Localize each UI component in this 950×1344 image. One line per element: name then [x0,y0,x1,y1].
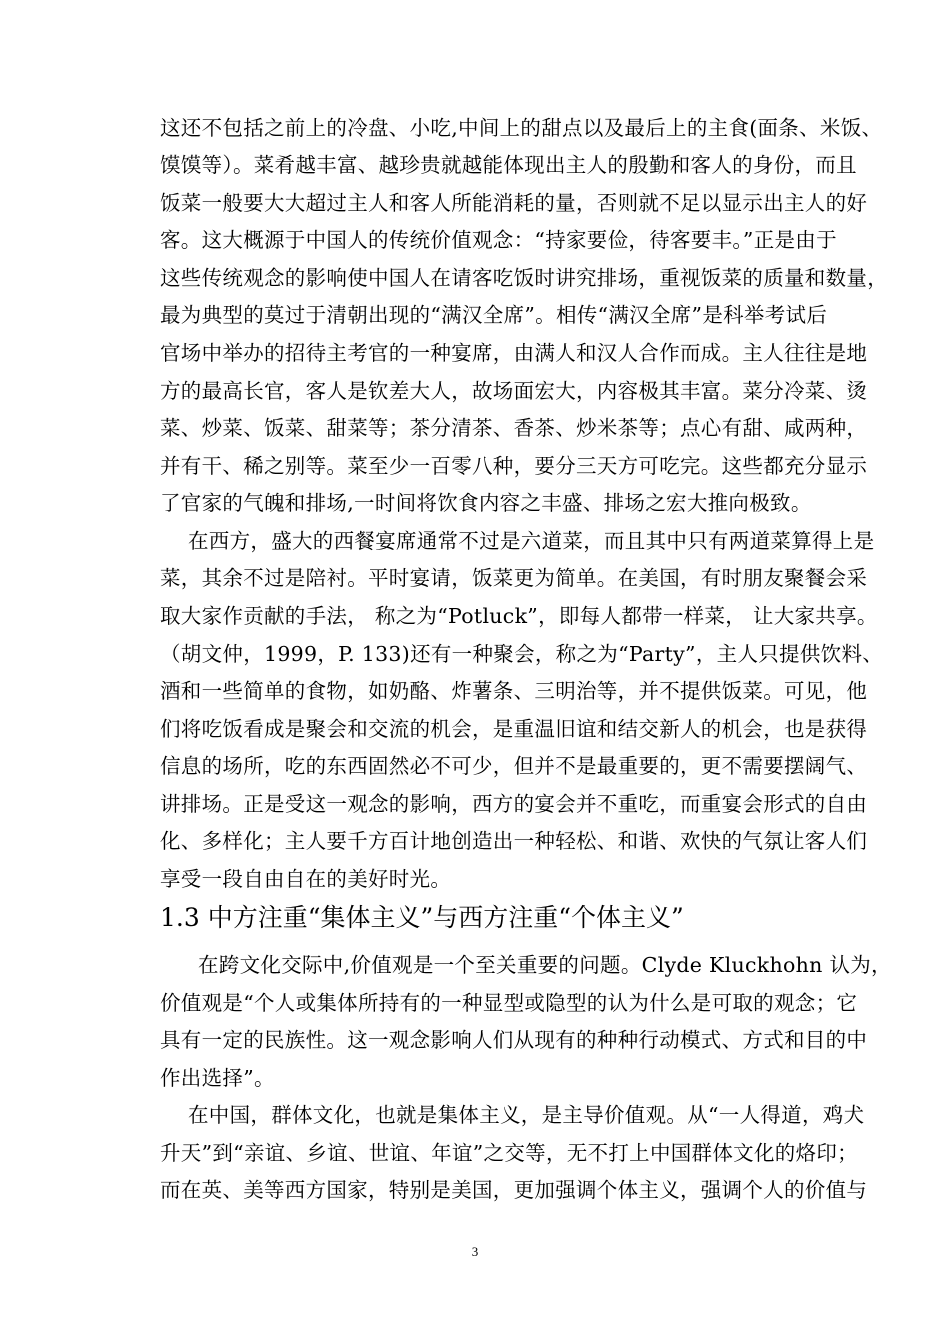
paragraph-line: 了官家的气魄和排场,一时间将饮食内容之丰盛、排场之宏大推向极致。 [160,491,812,515]
paragraph-line: 饭菜一般要大大超过主人和客人所能消耗的量，否则就不足以显示出主人的好 [160,191,868,215]
paragraph-line: 讲排场。正是受这一观念的影响，西方的宴会并不重吃，而重宴会形式的自由 [160,792,868,816]
paragraph-line: 馍馍等）。菜肴越丰富、越珍贵就越能体现出主人的殷勤和客人的身份，而且 [160,153,857,177]
paragraph-line: 信息的场所，吃的东西固然必不可少，但并不是最重要的，更不需要摆阔气、 [160,754,868,778]
paragraph-line: 价值观是“个人或集体所持有的一种显型或隐型的认为什么是可取的观念；它 [160,991,858,1015]
paragraph-line: 享受一段自由自在的美好时光。 [160,867,452,891]
paragraph-line: 取大家作贡献的手法， 称之为“Potluck”，即每人都带一样菜， 让大家共享。 [160,604,878,628]
paragraph-line: 客。这大概源于中国人的传统价值观念：“持家要俭，待客要丰。”正是由于 [160,228,837,252]
paragraph-line: 官场中举办的招待主考官的一种宴席，由满人和汉人合作而成。主人往往是地 [160,341,868,365]
section-heading: 1.3 中方注重“集体主义”与西方注重“个体主义” [160,903,684,932]
paragraph-line: 们将吃饭看成是聚会和交流的机会，是重温旧谊和结交新人的机会，也是获得 [160,717,868,741]
paragraph-line: 而在英、美等西方国家，特别是美国，更加强调个体主义，强调个人的价值与 [160,1178,868,1202]
paragraph-line: 在中国，群体文化，也就是集体主义，是主导价值观。从“一人得道，鸡犬 [188,1103,865,1127]
paragraph-line: 具有一定的民族性。这一观念影响人们从现有的种种行动模式、方式和目的中 [160,1028,868,1052]
paragraph-line: 这些传统观念的影响使中国人在请客吃饭时讲究排场，重视饭菜的质量和数量， [160,266,888,290]
paragraph-line: （胡文仲，1999，P. 133)还有一种聚会，称之为“Party”，主人只提供饮料、 [160,642,884,666]
paragraph-line: 作出选择”。 [160,1066,275,1090]
paragraph-line: 升天”到“亲谊、乡谊、世谊、年谊”之交等，无不打上中国群体文化的烙印； [160,1141,858,1165]
paragraph-line: 并有干、稀之别等。菜至少一百零八种，要分三天方可吃完。这些都充分显示 [160,454,868,478]
paragraph-line: 化、多样化；主人要千方百计地创造出一种轻松、和谐、欢快的气氛让客人们 [160,829,868,853]
paragraph-line: 在西方，盛大的西餐宴席通常不过是六道菜，而且其中只有两道菜算得上是 [188,529,875,553]
paragraph-line: 在跨文化交际中,价值观是一个至关重要的问题。Clyde Kluckhohn 认为， [198,953,892,977]
paragraph-line: 方的最高长官，客人是钦差大人，故场面宏大，内容极其丰富。菜分冷菜、烫 [160,379,868,403]
paragraph-line: 最为典型的莫过于清朝出现的“满汉全席”。相传“满汉全席”是科举考试后 [160,303,828,327]
paragraph-line: 菜、炒菜、饭菜、甜菜等；茶分清茶、香茶、炒米茶等；点心有甜、咸两种， [160,416,868,440]
paragraph-line: 酒和一些简单的食物，如奶酪、炸薯条、三明治等，并不提供饭菜。可见，他 [160,679,868,703]
page-number: 3 [471,1244,479,1259]
paragraph-line: 这还不包括之前上的冷盘、小吃,中间上的甜点以及最后上的主食(面条、米饭、 [160,116,883,140]
paragraph-line: 菜，其余不过是陪衬。平时宴请，饭菜更为简单。在美国，有时朋友聚餐会采 [160,566,868,590]
